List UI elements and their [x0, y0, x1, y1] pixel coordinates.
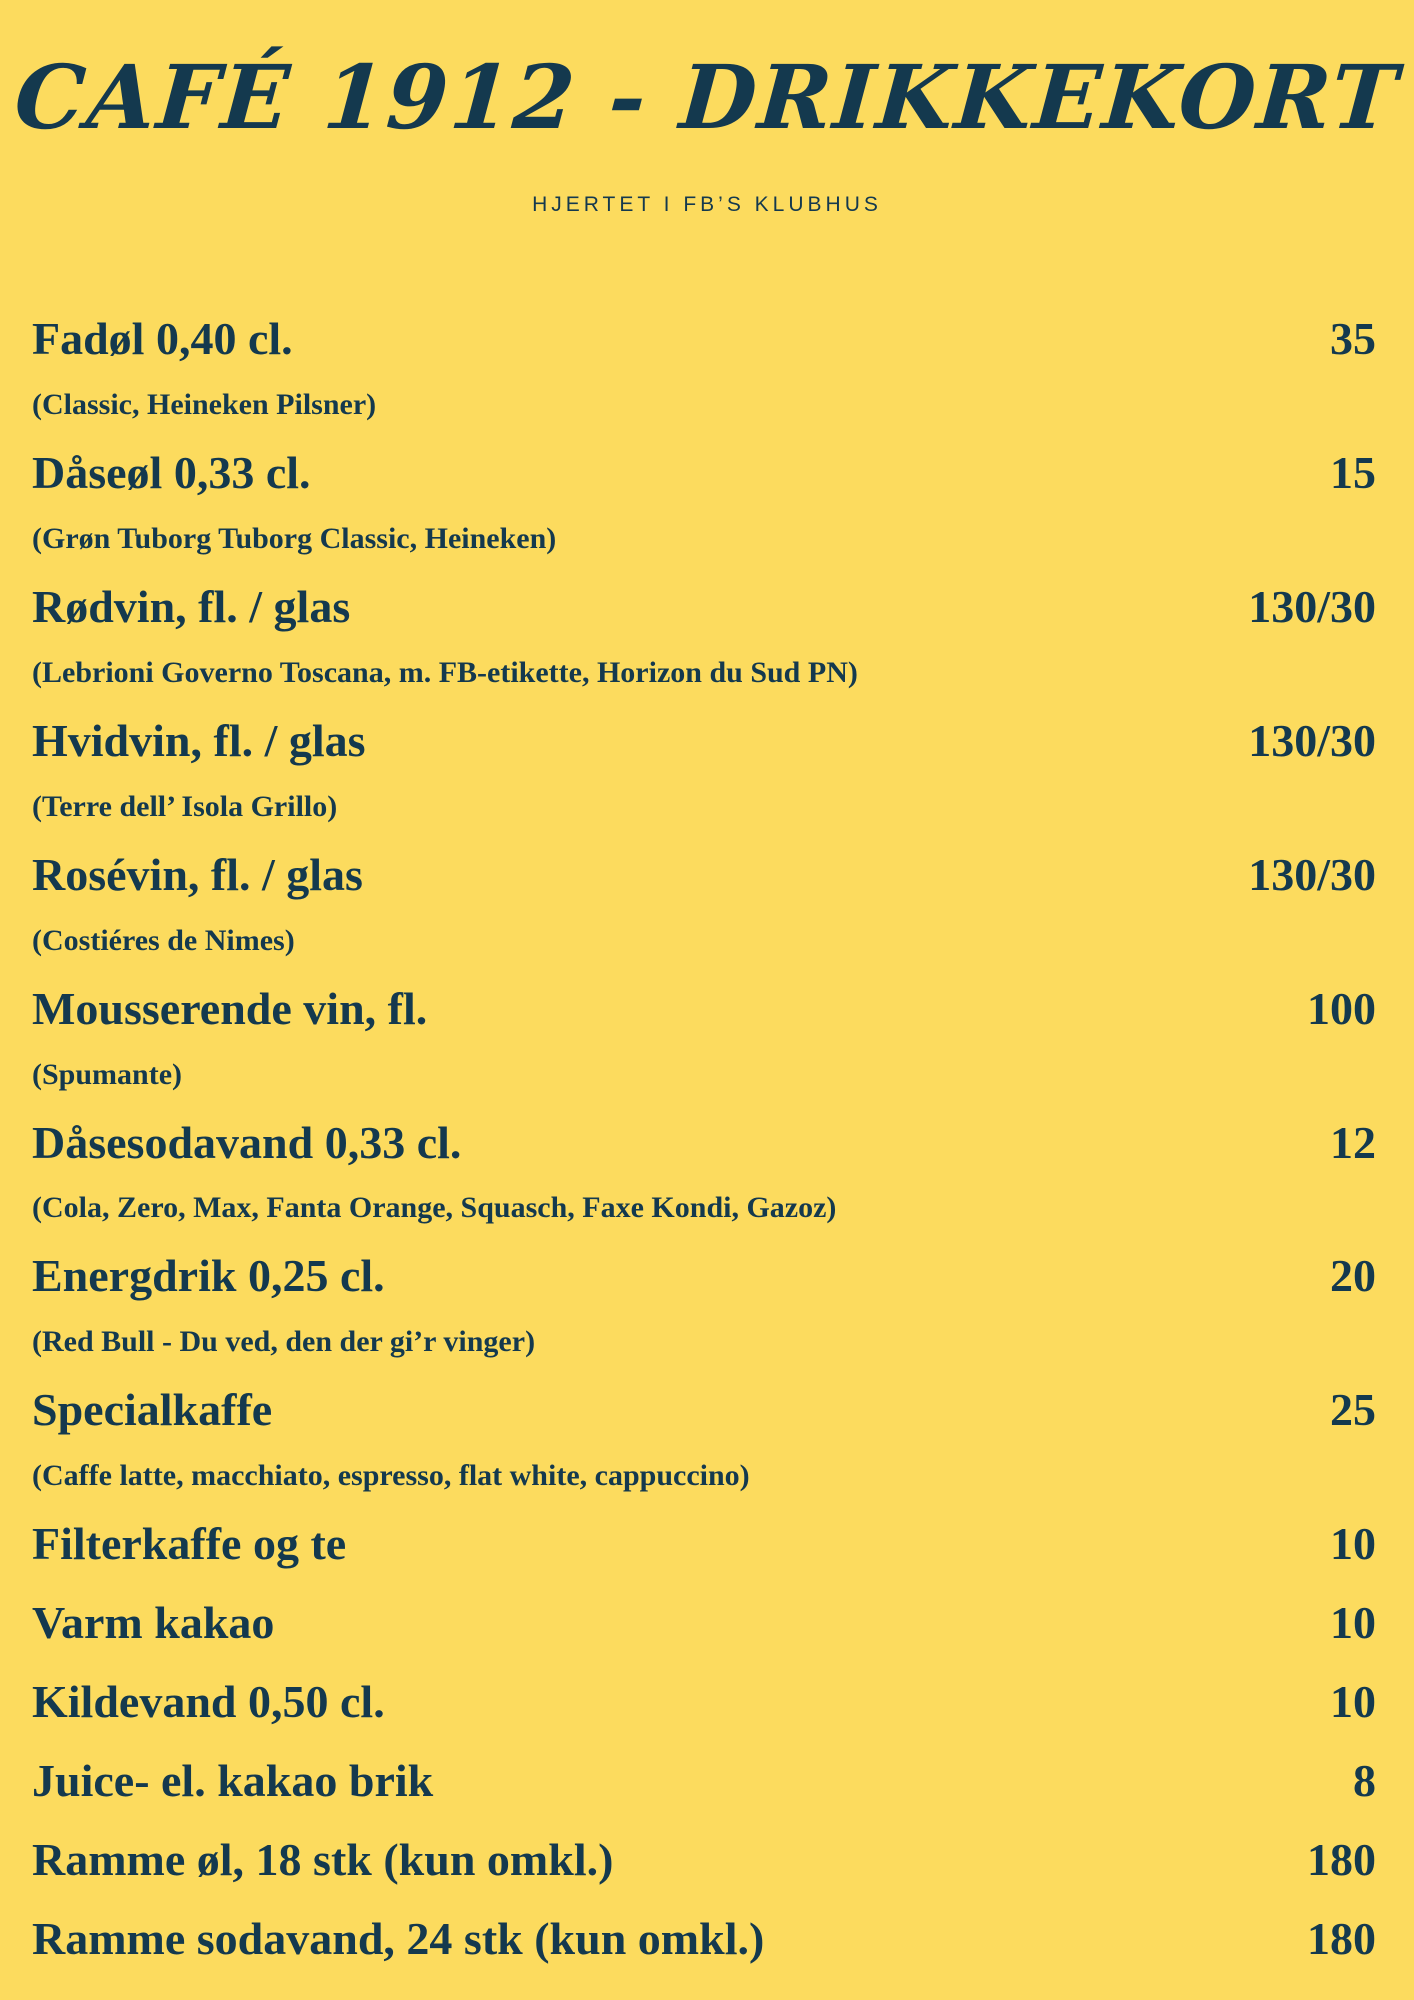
item-price: 10	[1330, 1597, 1376, 1649]
menu-item-row	[32, 1250, 1376, 1358]
item-name: Varm kakao	[32, 1597, 275, 1649]
menu-item-row	[32, 715, 1376, 823]
item-price: 10	[1330, 1518, 1376, 1570]
item-price: 15	[1330, 447, 1376, 499]
menu-item-row	[32, 1755, 1376, 1808]
item-price: 20	[1330, 1250, 1376, 1302]
item-price: 130/30	[1248, 580, 1376, 632]
item-name: Kildevand 0,50 cl.	[32, 1675, 385, 1727]
item-price: 8	[1353, 1754, 1376, 1806]
menu-item-row	[32, 1117, 1376, 1225]
item-description: (Red Bull - Du ved, den der gi’r vinger)	[32, 1325, 536, 1359]
menu-item-row	[32, 849, 1376, 957]
menu-item-row	[32, 447, 1376, 555]
item-price: 130/30	[1248, 714, 1376, 766]
menu-item-row	[32, 1384, 1376, 1492]
page-subtitle: HJERTET I FB’S KLUBHUS	[532, 193, 882, 216]
item-name: Rosévin, fl. / glas	[32, 848, 363, 900]
item-price: 12	[1330, 1116, 1376, 1168]
menu-item-row	[32, 1913, 1376, 1966]
item-description: (Terre dell’ Isola Grillo)	[32, 789, 338, 823]
menu-item-row	[32, 983, 1376, 1091]
menu-item-row	[32, 1597, 1376, 1650]
item-name: Fadøl 0,40 cl.	[32, 313, 293, 365]
item-description: (Classic, Heineken Pilsner)	[32, 388, 377, 422]
menu-item-row	[32, 1834, 1376, 1887]
item-name: Hvidvin, fl. / glas	[32, 714, 366, 766]
item-price: 35	[1330, 313, 1376, 365]
menu-item-row	[32, 313, 1376, 421]
item-description: (Spumante)	[32, 1057, 183, 1091]
item-name: Ramme øl, 18 stk (kun omkl.)	[32, 1833, 614, 1885]
item-price: 180	[1307, 1912, 1376, 1964]
item-price: 25	[1330, 1384, 1376, 1436]
item-price: 10	[1330, 1675, 1376, 1727]
menu-list	[0, 313, 1414, 1965]
item-description: (Grøn Tuborg Tuborg Classic, Heineken)	[32, 521, 557, 555]
item-name: Mousserende vin, fl.	[32, 982, 428, 1034]
item-name: Dåsesodavand 0,33 cl.	[32, 1116, 462, 1168]
menu-item-row	[32, 1676, 1376, 1729]
item-description: (Cola, Zero, Max, Fanta Orange, Squasch, Faxe Kondi, Gazoz)	[32, 1191, 837, 1225]
menu-item-row	[32, 581, 1376, 689]
item-description: (Caffe latte, macchiato, espresso, flat white, cappuccino)	[32, 1459, 750, 1493]
menu-item-row	[32, 1518, 1376, 1571]
item-price: 130/30	[1248, 848, 1376, 900]
item-name: Juice- el. kakao brik	[32, 1754, 434, 1806]
page-title: CAFÉ 1912 - DRIKKEKORT	[11, 45, 1403, 149]
item-name: Specialkaffe	[32, 1384, 273, 1436]
item-name: Energdrik 0,25 cl.	[32, 1250, 385, 1302]
item-price: 180	[1307, 1833, 1376, 1885]
item-description: (Lebrioni Governo Toscana, m. FB-etikette, Horizon du Sud PN)	[32, 655, 858, 689]
item-price: 100	[1307, 982, 1376, 1034]
item-name: Filterkaffe og te	[32, 1518, 347, 1570]
item-name: Dåseøl 0,33 cl.	[32, 447, 311, 499]
item-description: (Costiéres de Nimes)	[32, 923, 295, 957]
item-name: Ramme sodavand, 24 stk (kun omkl.)	[32, 1912, 765, 1964]
item-name: Rødvin, fl. / glas	[32, 580, 351, 632]
